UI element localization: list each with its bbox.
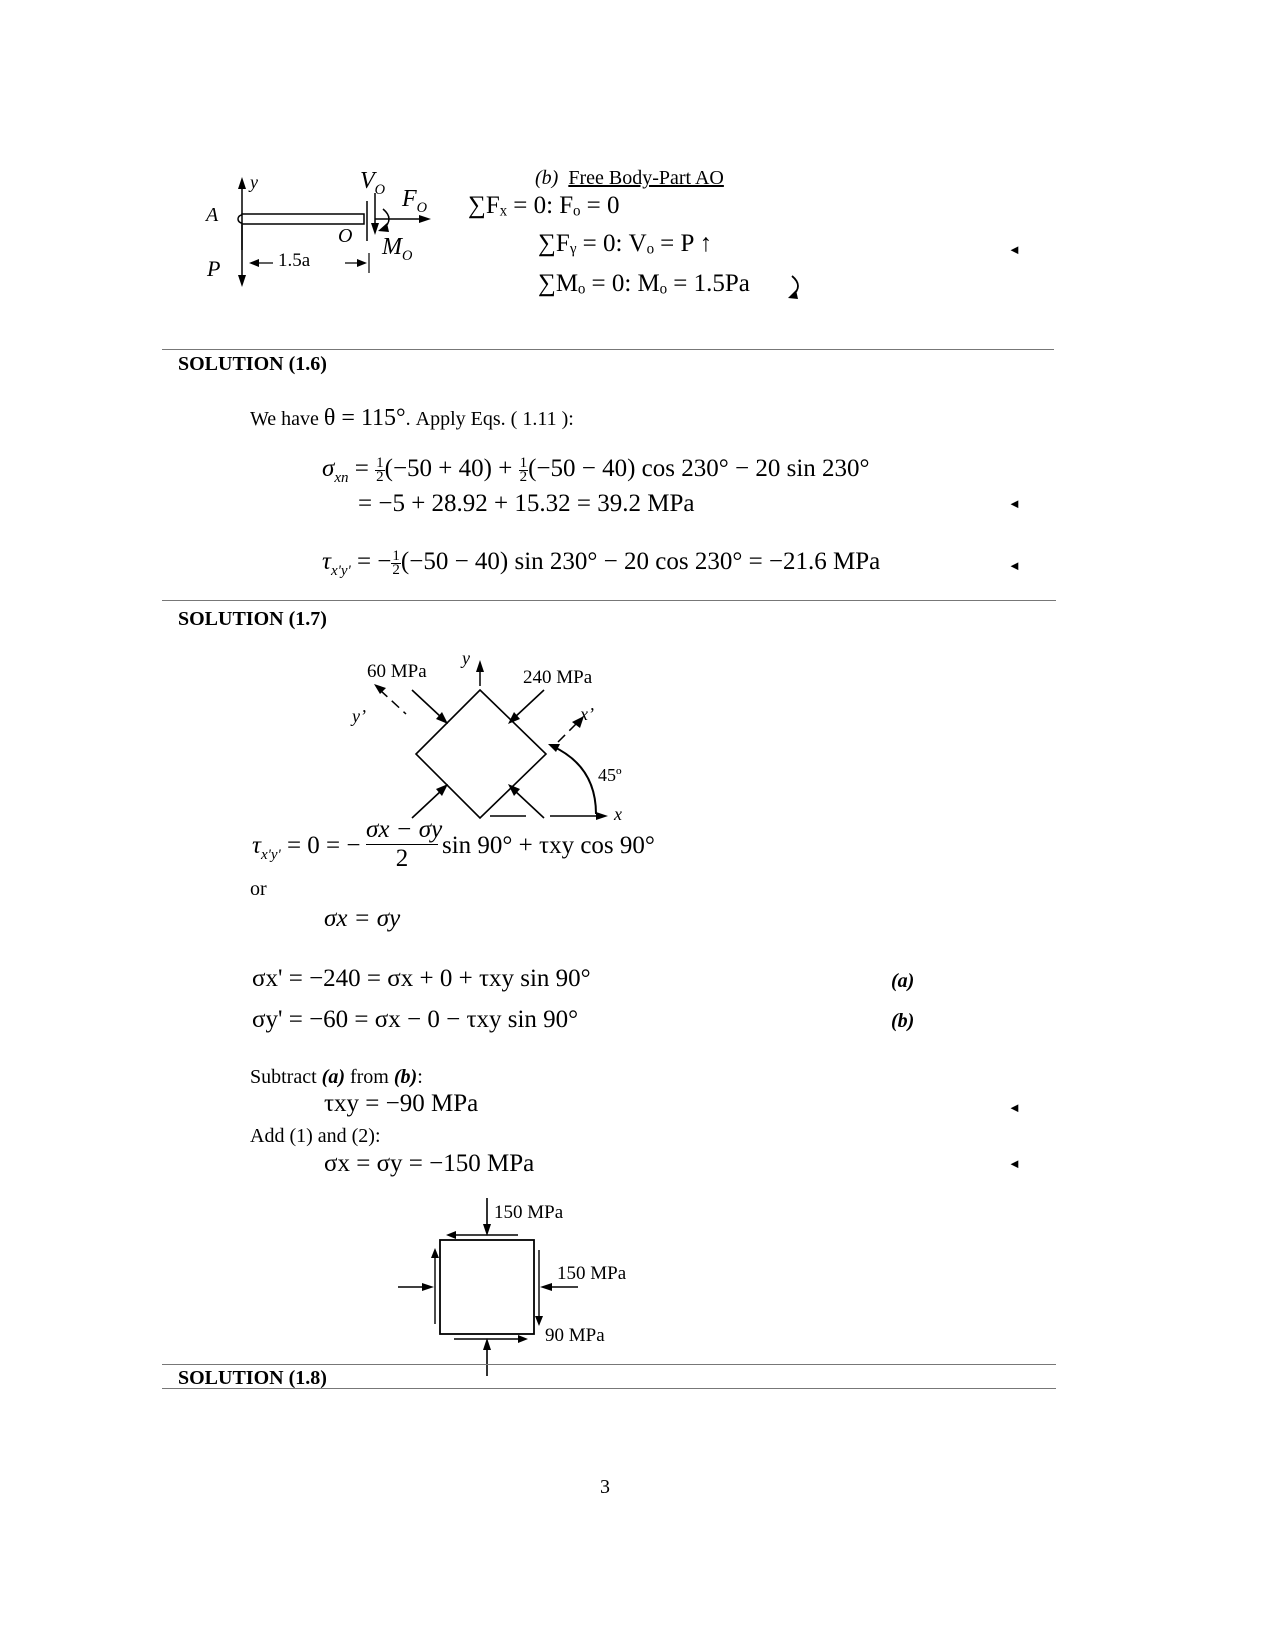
section-divider <box>162 1364 1056 1365</box>
subtract-text: Subtract (a) from (b): <box>250 1066 423 1088</box>
fbd-caption: (b) Free Body-Part AO <box>535 167 724 189</box>
add-text: Add (1) and (2): <box>250 1125 381 1147</box>
sigma-xn-equation: $\sigma_{xn}$ = $\frac{1}{2}$ (−50 + 40) + $\frac{1}{2}$ (−50 − 40) cos 230° − 20 sin 230° <box>322 454 870 486</box>
load-p-label: P <box>207 256 221 281</box>
answer-marker-icon: ◄ <box>1008 242 1021 257</box>
axis-y-prime-label: y’ <box>352 706 366 726</box>
angle-45-label: 45º <box>598 765 622 785</box>
point-a-label: A <box>206 204 219 226</box>
axis-y-label: y <box>250 172 258 192</box>
stress-150-right-label: 150 MPa <box>557 1263 627 1284</box>
equation-a-tag: (a) <box>891 970 915 992</box>
tau-zero-equation: $\tau_{x'y'} = 0$ = − <box>252 832 361 863</box>
stress-240-label: 240 MPa <box>523 667 593 688</box>
stress-150-top-label: 150 MPa <box>494 1202 564 1223</box>
sigma-xn-result: = −5 + 28.92 + 15.32 = 39.2 MPa <box>358 490 695 517</box>
sum-fx-equation: ∑Fₓ = 0: Fₒ = 0 <box>468 192 620 219</box>
answer-marker-icon: ◄ <box>1008 1100 1021 1115</box>
tau-zero-rest: sin 90° + τxy cos 90° <box>442 832 655 859</box>
equation-b: σy' = −60 = σx − 0 − τxy sin 90° <box>252 1006 579 1033</box>
or-text: or <box>250 878 267 900</box>
dimension-label: 1.5a <box>278 250 311 271</box>
point-o-label: O <box>338 225 353 247</box>
moment-direction-icon <box>786 272 812 302</box>
axis-x-label: x <box>614 804 622 824</box>
answer-marker-icon: ◄ <box>1008 1156 1021 1171</box>
solution-1-6-title: SOLUTION (1.6) <box>178 353 327 375</box>
solution-1-8-title: SOLUTION (1.8) <box>178 1367 327 1389</box>
answer-marker-icon: ◄ <box>1008 496 1021 511</box>
answer-marker-icon: ◄ <box>1008 558 1021 573</box>
sum-fy-equation: ∑Fᵧ = 0: Vₒ = P ↑ <box>538 230 713 257</box>
section-divider <box>162 600 1056 601</box>
force-f-label: $F_O$ <box>402 186 428 216</box>
section-divider <box>162 349 1054 350</box>
axis-x-prime-label: x’ <box>580 704 594 724</box>
tau-result: τxy = −90 MPa <box>324 1090 479 1117</box>
equation-b-tag: (b) <box>891 1010 915 1032</box>
axis-y-label: y <box>462 648 470 668</box>
shear-90-label: 90 MPa <box>545 1325 605 1346</box>
stress-60-label: 60 MPa <box>367 661 427 682</box>
section-divider <box>162 1388 1056 1389</box>
sum-mo-equation: ∑Mₒ = 0: Mₒ = 1.5Pa <box>538 270 750 297</box>
sigma-equal-equation: σx = σy <box>324 905 401 932</box>
solution-1-7-title: SOLUTION (1.7) <box>178 608 327 630</box>
page-number: 3 <box>600 1476 610 1498</box>
equation-a: σx' = −240 = σx + 0 + τxy sin 90° <box>252 965 591 992</box>
moment-m-label: $M_O$ <box>382 234 413 264</box>
tau-fraction: σx − σy 2 <box>366 816 443 872</box>
tau-xy-equation: $\tau_{x'y'}$ = − $\frac{1}{2}$ (−50 − 40) sin 230° − 20 cos 230° = −21.6 MPa <box>322 547 881 579</box>
sol16-intro: We have θ = 115°. Apply Eqs. ( 1.11 ): <box>250 405 574 431</box>
shear-v-label: $V_O$ <box>360 168 386 198</box>
sigma-result: σx = σy = −150 MPa <box>324 1150 535 1177</box>
